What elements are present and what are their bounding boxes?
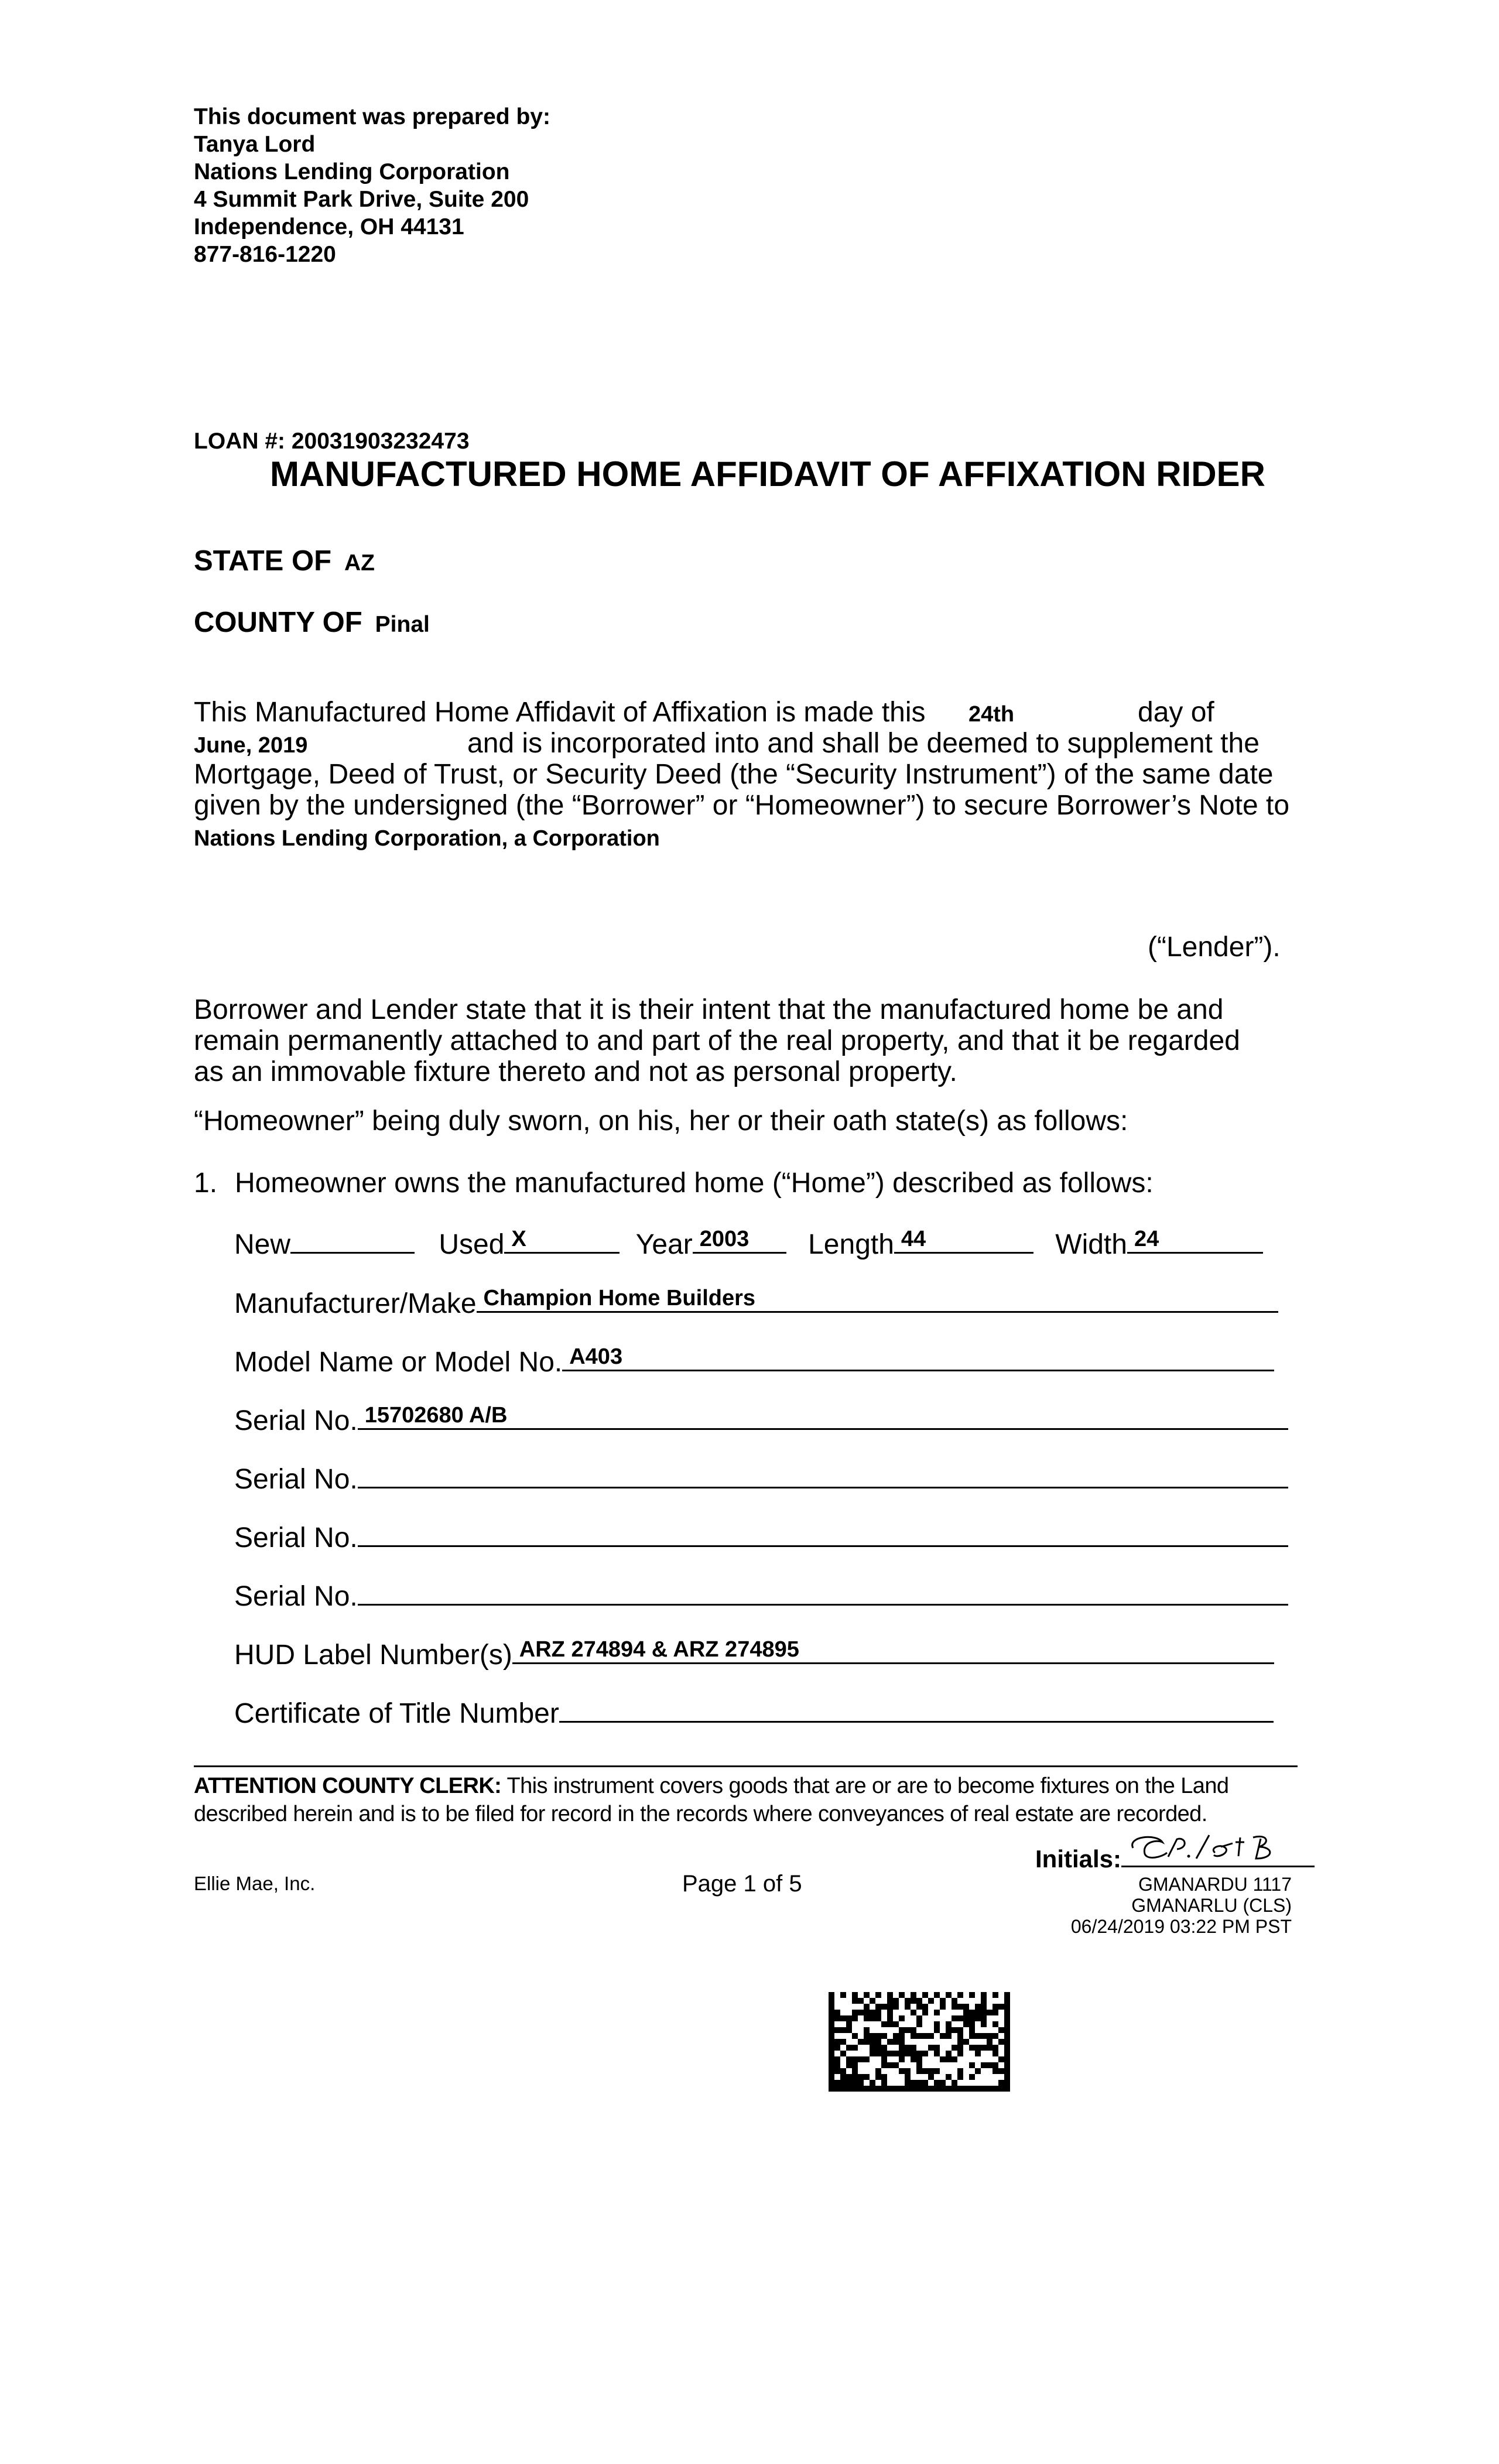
county-label: COUNTY OF <box>194 607 362 638</box>
width-field <box>1127 1225 1263 1254</box>
intro-line3: Mortgage, Deed of Trust, or Security Deed (the “Security Instrument”) of the same date <box>194 759 1274 790</box>
used-value: X <box>511 1227 526 1251</box>
prepared-by-block <box>194 103 550 268</box>
preparer-address-line2: Independence, OH 44131 <box>194 214 464 239</box>
attention-line1: This instrument covers goods that are or are to become fixtures on the Land <box>501 1774 1229 1798</box>
new-field <box>290 1225 415 1254</box>
lender-tag: (“Lender”). <box>1148 932 1281 963</box>
prepared-by-heading: This document was prepared by: <box>194 104 550 129</box>
intro-day: 24th <box>968 702 1015 727</box>
attention-heading: ATTENTION COUNTY CLERK: <box>194 1774 502 1798</box>
hud-field <box>512 1635 1274 1664</box>
serial-field-2 <box>358 1460 1288 1488</box>
county-line <box>194 606 430 639</box>
intent-line3: as an immovable fixture thereto and not as personal property. <box>194 1056 957 1087</box>
item-1-text: Homeowner owns the manufactured home (“Home”) described as follows: <box>235 1168 1154 1199</box>
item-1-number: 1. <box>194 1168 218 1199</box>
intro-line4: given by the undersigned (the “Borrower” or “Homeowner”) to secure Borrower’s Note to <box>194 790 1290 821</box>
intro-line1: This Manufactured Home Affidavit of Affixation is made this <box>194 697 926 728</box>
serial-row-1 <box>234 1401 1288 1437</box>
initials-label: Initials: <box>1035 1845 1122 1873</box>
title-number-field <box>559 1694 1274 1723</box>
serial-field-4 <box>358 1577 1288 1606</box>
2d-barcode-icon <box>829 1992 1010 2092</box>
vendor-name: Ellie Mae, Inc. <box>194 1873 316 1894</box>
oath-paragraph: “Homeowner” being duly sworn, on his, her or their oath state(s) as follows: <box>194 1106 1128 1137</box>
preparer-phone: 877-816-1220 <box>194 242 336 267</box>
model-field <box>562 1343 1274 1371</box>
intent-paragraph <box>194 994 1295 1087</box>
new-label: New <box>234 1229 291 1260</box>
page-number: Page 1 of 5 <box>682 1871 802 1897</box>
serial-label-3: Serial No. <box>234 1522 358 1553</box>
home-basics-row <box>234 1225 1263 1261</box>
serial-value-1: 15702680 A/B <box>364 1403 508 1428</box>
preparer-address-line1: 4 Summit Park Drive, Suite 200 <box>194 187 529 212</box>
intro-day-of: day of <box>1138 697 1214 728</box>
initials-line <box>1035 1839 1315 1873</box>
attention-notice <box>194 1765 1298 1828</box>
width-label: Width <box>1055 1229 1127 1260</box>
make-label: Manufacturer/Make <box>234 1288 477 1319</box>
serial-label-1: Serial No. <box>234 1405 358 1436</box>
serial-field-1 <box>358 1401 1288 1430</box>
loan-number-line <box>194 429 470 454</box>
attention-line2: described herein and is to be filed for record in the records where conveyances of real estate are recorded. <box>194 1802 1207 1826</box>
serial-field-3 <box>358 1518 1288 1547</box>
title-number-label: Certificate of Title Number <box>234 1698 559 1729</box>
county-value: Pinal <box>375 612 430 637</box>
hud-label: HUD Label Number(s) <box>234 1640 512 1671</box>
make-value: Champion Home Builders <box>483 1286 756 1310</box>
length-value: 44 <box>901 1227 926 1251</box>
serial-label-2: Serial No. <box>234 1464 358 1495</box>
width-value: 24 <box>1134 1227 1159 1251</box>
document-title: MANUFACTURED HOME AFFIDAVIT OF AFFIXATION RIDER <box>270 454 1265 494</box>
loan-label: LOAN #: <box>194 429 285 454</box>
form-code-2: GMANARLU (CLS) <box>1131 1895 1292 1916</box>
form-timestamp: 06/24/2019 03:22 PM PST <box>1070 1916 1292 1937</box>
preparer-name: Tanya Lord <box>194 132 316 157</box>
hud-row <box>234 1635 1274 1671</box>
used-label: Used <box>439 1229 505 1260</box>
length-label: Length <box>808 1229 894 1260</box>
hud-value: ARZ 274894 & ARZ 274895 <box>519 1637 799 1662</box>
state-label: STATE OF <box>194 545 331 577</box>
make-field <box>477 1284 1278 1313</box>
title-number-row <box>234 1694 1274 1730</box>
form-codes <box>972 1874 1292 1937</box>
form-code-1: GMANARDU 1117 <box>1138 1874 1292 1895</box>
year-label: Year <box>635 1229 693 1260</box>
model-label: Model Name or Model No. <box>234 1347 563 1378</box>
state-value: AZ <box>344 550 375 576</box>
used-field <box>504 1225 620 1254</box>
state-line <box>194 545 375 577</box>
make-row <box>234 1284 1278 1320</box>
initials-signature <box>1121 1839 1315 1867</box>
year-field <box>693 1225 786 1254</box>
intent-line1: Borrower and Lender state that it is their intent that the manufactured home be and <box>194 994 1224 1025</box>
length-field <box>894 1225 1033 1254</box>
year-value: 2003 <box>699 1227 750 1251</box>
intent-line2: remain permanently attached to and part of the real property, and that it be regarded <box>194 1025 1240 1056</box>
lender-name: Nations Lending Corporation, a Corporation <box>194 826 660 851</box>
intro-line2: and is incorporated into and shall be deemed to supplement the <box>467 728 1260 759</box>
handwritten-initials-icon <box>1121 1830 1315 1866</box>
serial-row-3 <box>234 1518 1288 1554</box>
model-row <box>234 1343 1274 1378</box>
intro-paragraph <box>194 697 1295 852</box>
serial-row-4 <box>234 1577 1288 1613</box>
serial-label-4: Serial No. <box>234 1581 358 1612</box>
item-1 <box>194 1167 1154 1199</box>
model-value: A403 <box>569 1344 623 1369</box>
serial-row-2 <box>234 1460 1288 1495</box>
intro-month-year: June, 2019 <box>194 733 308 758</box>
preparer-company: Nations Lending Corporation <box>194 159 510 184</box>
loan-number: 20031903232473 <box>291 429 470 454</box>
